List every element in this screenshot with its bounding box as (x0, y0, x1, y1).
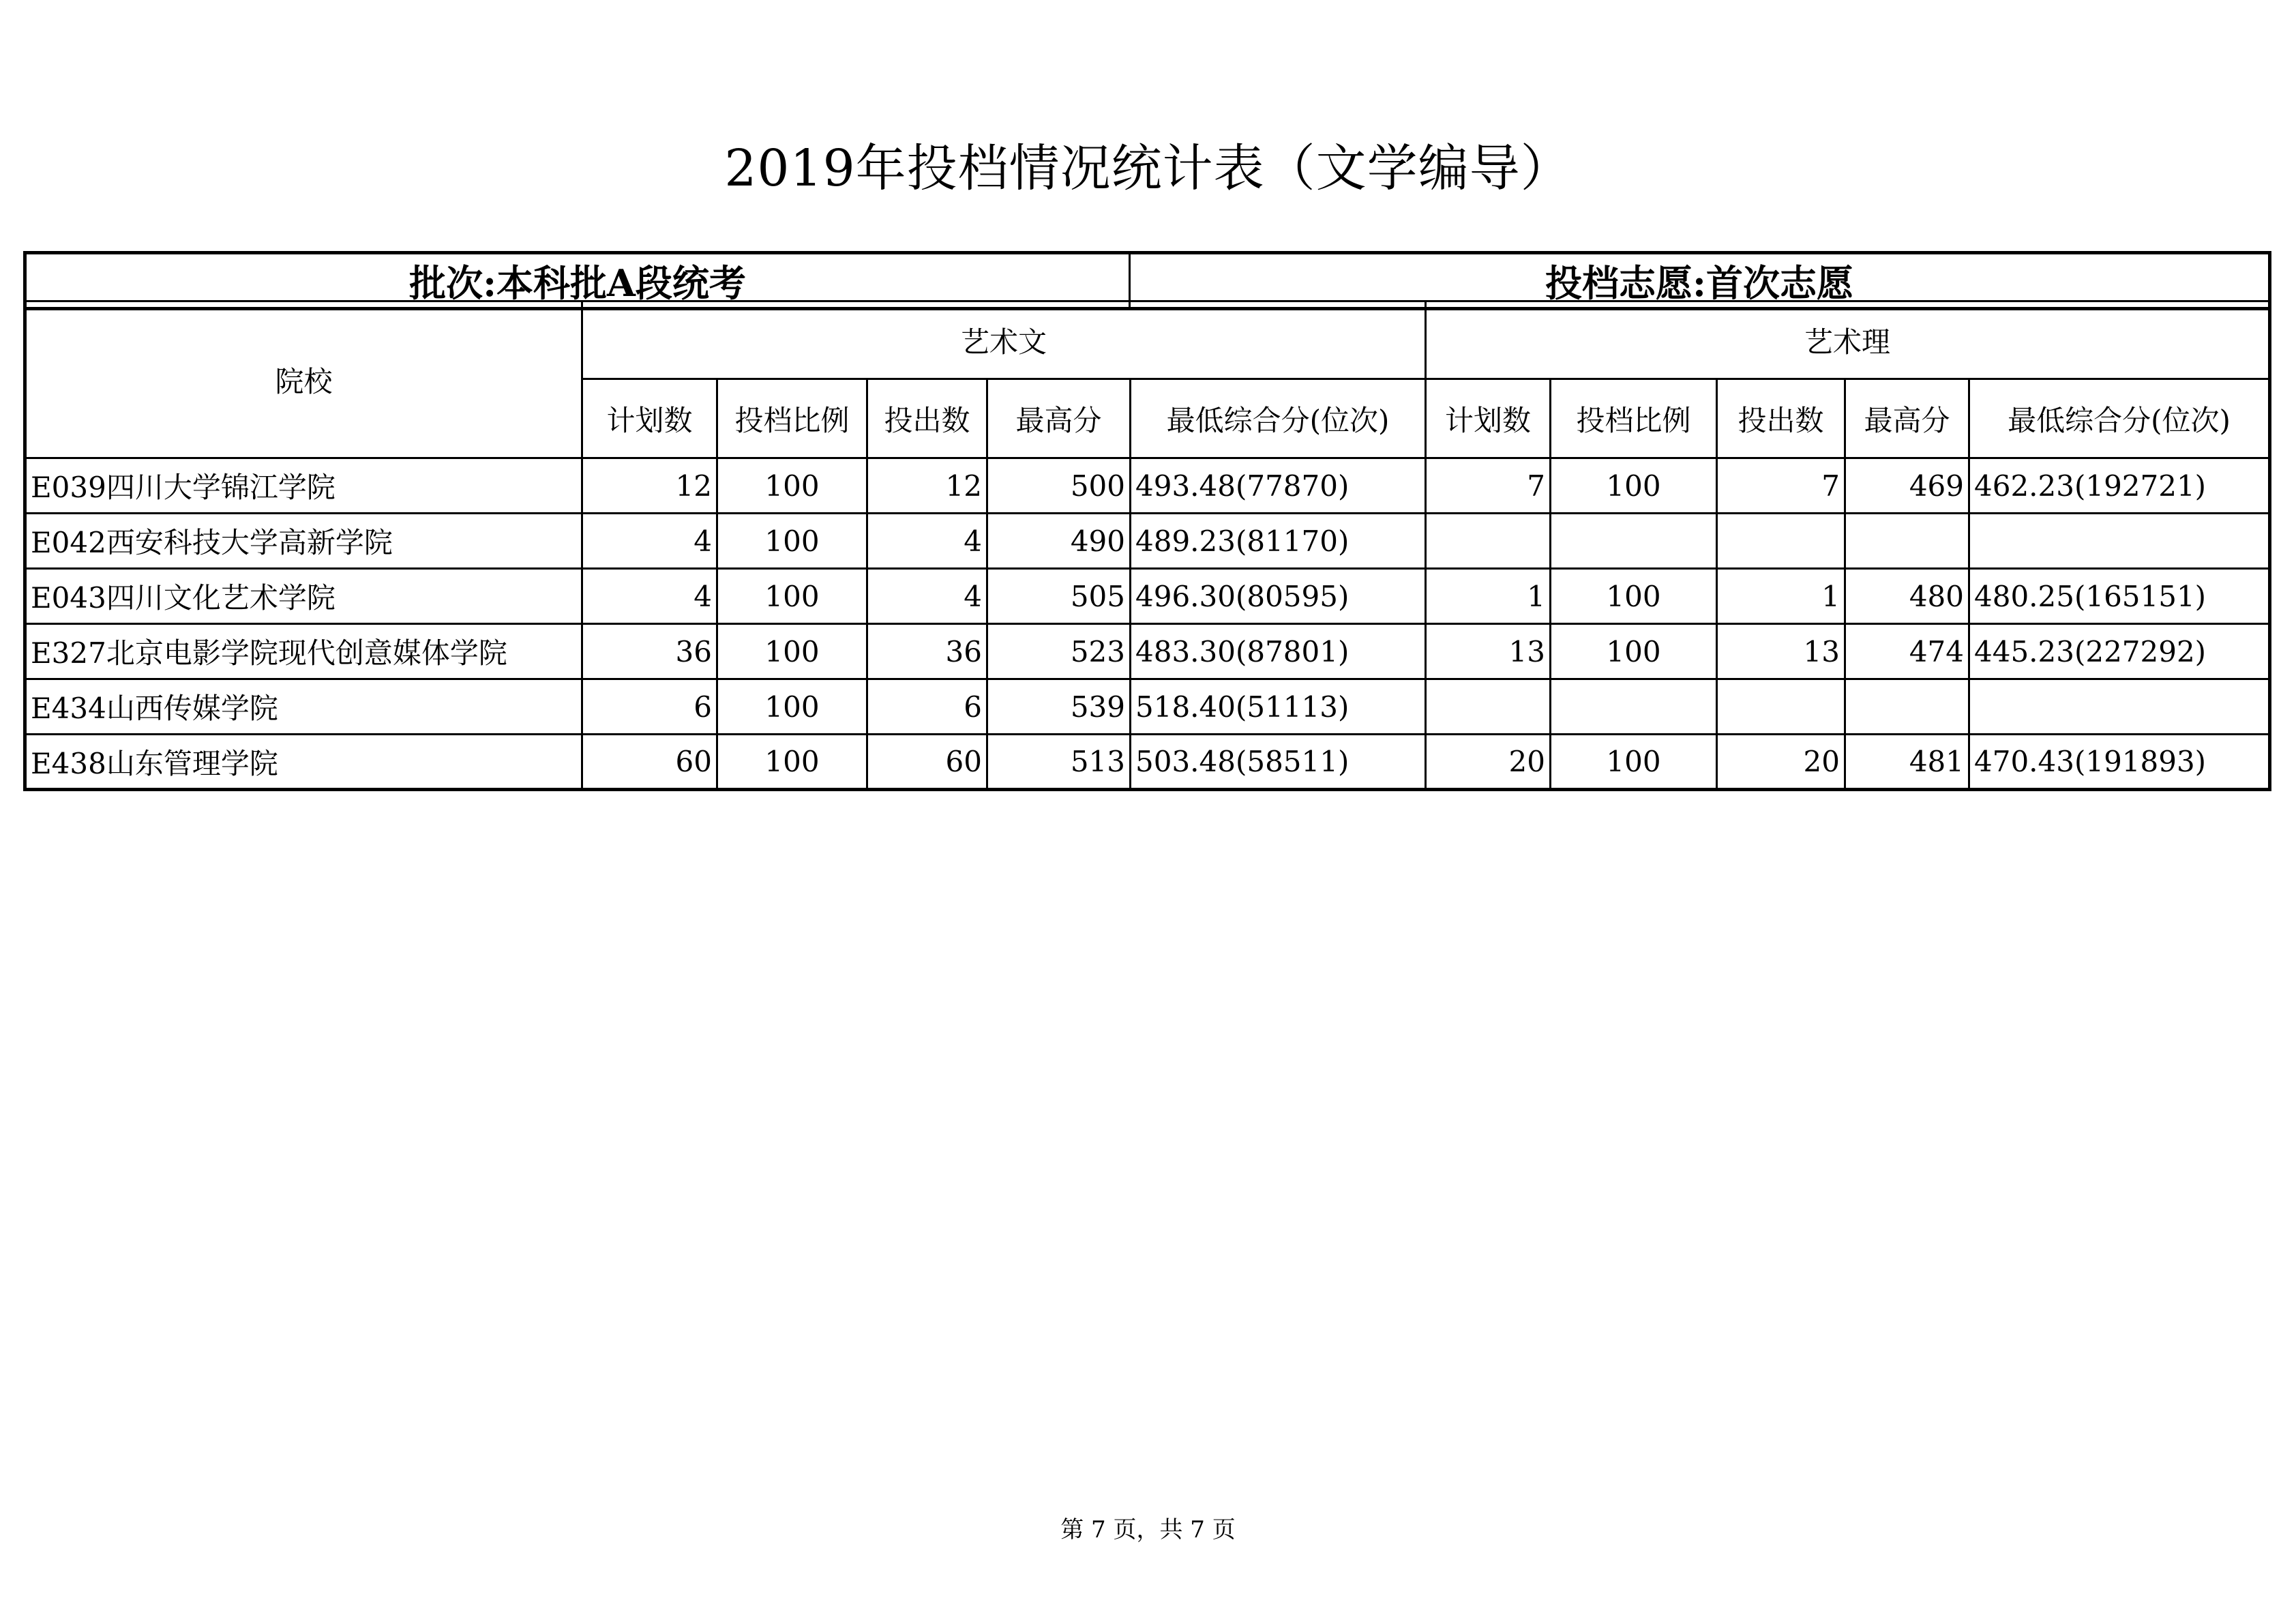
science-ratio (1551, 514, 1717, 569)
school-name: E042西安科技大学高新学院 (25, 514, 582, 569)
table-row (25, 514, 2270, 569)
science-out: 1 (1717, 569, 1845, 624)
table-row (25, 458, 2270, 514)
science-min-header: 最低综合分(位次) (1969, 379, 2270, 458)
batch-label: 批次:本科批A段统考 (25, 253, 1130, 309)
school-name: E039四川大学锦江学院 (25, 458, 582, 514)
science-plan (1426, 679, 1551, 735)
school-name: E438山东管理学院 (25, 735, 582, 790)
volunteer-label: 投档志愿:首次志愿 (1130, 253, 2270, 309)
arts-ratio: 100 (717, 514, 867, 569)
arts-max-header: 最高分 (987, 379, 1131, 458)
arts-plan: 12 (582, 458, 717, 514)
page-footer: 第 7 页，共 7 页 (1060, 1516, 1236, 1544)
science-min (1969, 514, 2270, 569)
science-max: 480 (1845, 569, 1969, 624)
science-ratio-header: 投档比例 (1551, 379, 1717, 458)
school-name: E434山西传媒学院 (25, 679, 582, 735)
arts-min-header: 最低综合分(位次) (1131, 379, 1426, 458)
arts-out: 12 (867, 458, 987, 514)
science-max: 481 (1845, 735, 1969, 790)
science-ratio: 100 (1551, 458, 1717, 514)
science-min: 462.23(192721) (1969, 458, 2270, 514)
arts-max: 505 (987, 569, 1131, 624)
arts-max: 539 (987, 679, 1131, 735)
science-out (1717, 679, 1845, 735)
science-group-header: 艺术理 (1426, 301, 2270, 379)
arts-ratio-header: 投档比例 (717, 379, 867, 458)
science-plan: 7 (1426, 458, 1551, 514)
arts-plan: 60 (582, 735, 717, 790)
arts-min: 493.48(77870) (1131, 458, 1426, 514)
arts-out: 6 (867, 679, 987, 735)
page-title: 2019年投档情况统计表（文学编导） (724, 139, 1572, 198)
arts-ratio: 100 (717, 735, 867, 790)
science-min: 480.25(165151) (1969, 569, 2270, 624)
arts-min: 518.40(51113) (1131, 679, 1426, 735)
arts-out: 60 (867, 735, 987, 790)
arts-group-header: 艺术文 (582, 301, 1426, 379)
arts-max: 500 (987, 458, 1131, 514)
science-plan (1426, 514, 1551, 569)
science-out: 20 (1717, 735, 1845, 790)
arts-plan: 6 (582, 679, 717, 735)
science-out (1717, 514, 1845, 569)
table-row (25, 569, 2270, 624)
arts-plan: 4 (582, 514, 717, 569)
science-max: 469 (1845, 458, 1969, 514)
science-max: 474 (1845, 624, 1969, 679)
arts-max: 490 (987, 514, 1131, 569)
science-ratio: 100 (1551, 624, 1717, 679)
table-row (25, 679, 2270, 735)
table-row (25, 624, 2270, 679)
science-plan: 1 (1426, 569, 1551, 624)
arts-min: 503.48(58511) (1131, 735, 1426, 790)
science-ratio: 100 (1551, 569, 1717, 624)
arts-ratio: 100 (717, 458, 867, 514)
science-plan-header: 计划数 (1426, 379, 1551, 458)
arts-ratio: 100 (717, 679, 867, 735)
arts-ratio: 100 (717, 624, 867, 679)
arts-ratio: 100 (717, 569, 867, 624)
arts-out: 4 (867, 569, 987, 624)
arts-out: 4 (867, 514, 987, 569)
arts-max: 523 (987, 624, 1131, 679)
science-min (1969, 679, 2270, 735)
arts-out-header: 投出数 (867, 379, 987, 458)
arts-min: 483.30(87801) (1131, 624, 1426, 679)
arts-max: 513 (987, 735, 1131, 790)
science-max (1845, 514, 1969, 569)
science-max-header: 最高分 (1845, 379, 1969, 458)
admission-table (23, 300, 2271, 791)
science-ratio (1551, 679, 1717, 735)
arts-plan: 4 (582, 569, 717, 624)
science-out: 13 (1717, 624, 1845, 679)
table-row (25, 735, 2270, 790)
arts-out: 36 (867, 624, 987, 679)
science-ratio: 100 (1551, 735, 1717, 790)
science-out-header: 投出数 (1717, 379, 1845, 458)
science-max (1845, 679, 1969, 735)
arts-min: 496.30(80595) (1131, 569, 1426, 624)
school-name: E327北京电影学院现代创意媒体学院 (25, 624, 582, 679)
school-header: 院校 (25, 301, 582, 458)
science-plan: 20 (1426, 735, 1551, 790)
arts-plan: 36 (582, 624, 717, 679)
school-name: E043四川文化艺术学院 (25, 569, 582, 624)
science-plan: 13 (1426, 624, 1551, 679)
science-out: 7 (1717, 458, 1845, 514)
arts-plan-header: 计划数 (582, 379, 717, 458)
science-min: 445.23(227292) (1969, 624, 2270, 679)
science-min: 470.43(191893) (1969, 735, 2270, 790)
arts-min: 489.23(81170) (1131, 514, 1426, 569)
